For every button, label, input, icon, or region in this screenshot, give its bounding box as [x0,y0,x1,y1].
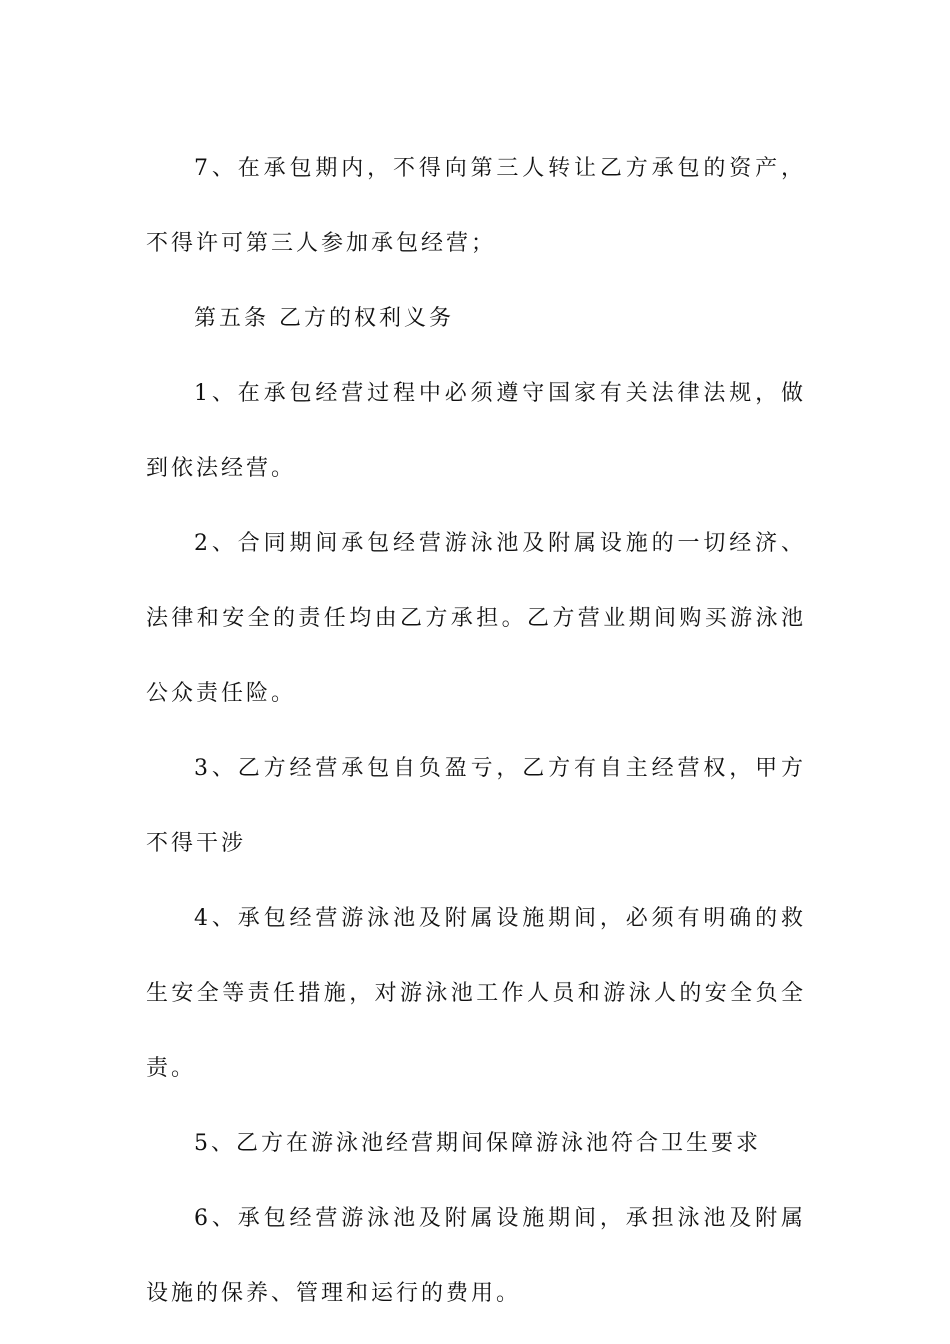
paragraph-clause-7: 7、在承包期内，不得向第三人转让乙方承包的资产，不得许可第三人参加承包经营； [146,156,806,256]
paragraph-clause-3: 3、乙方经营承包自负盈亏，乙方有自主经营权，甲方不得干涉 [146,756,806,856]
paragraph-clause-5: 5、乙方在游泳池经营期间保障游泳池符合卫生要求 [194,1131,761,1156]
paragraph-clause-1: 1、在承包经营过程中必须遵守国家有关法律法规，做到依法经营。 [146,381,806,481]
section-heading-article-5: 第五条 乙方的权利义务 [194,306,454,331]
document-body [146,131,806,1331]
paragraph-clause-2: 2、合同期间承包经营游泳池及附属设施的一切经济、法律和安全的责任均由乙方承担。乙方营业期间购买游泳池公众责任险。 [146,531,806,706]
paragraph-clause-4: 4、承包经营游泳池及附属设施期间，必须有明确的救生安全等责任措施，对游泳池工作人员和游泳人的安全负全责。 [146,906,806,1081]
paragraph-clause-6: 6、承包经营游泳池及附属设施期间，承担泳池及附属设施的保养、管理和运行的费用。 [146,1206,806,1306]
